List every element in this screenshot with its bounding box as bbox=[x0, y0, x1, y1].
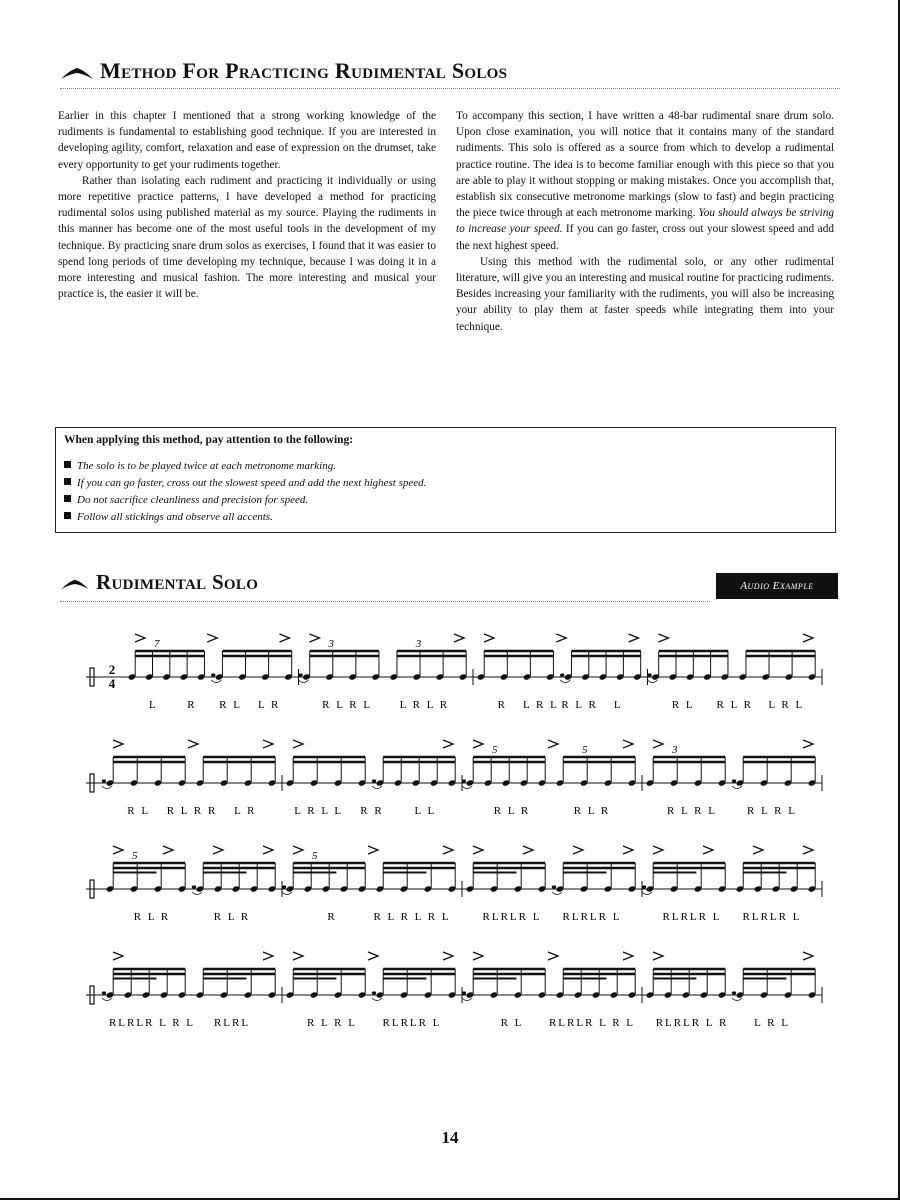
sticking-label: RLRLR L bbox=[562, 911, 622, 923]
grace-note bbox=[372, 991, 376, 994]
sticking-label: RLRLR L bbox=[382, 1017, 442, 1029]
slur bbox=[462, 786, 472, 789]
measure bbox=[462, 952, 642, 1029]
page-title: Method For Practicing Rudimental Solos bbox=[100, 58, 508, 83]
accent-mark bbox=[653, 952, 663, 960]
accent-mark bbox=[523, 846, 533, 854]
accent-mark bbox=[135, 634, 145, 642]
accent-mark bbox=[623, 952, 633, 960]
measure bbox=[647, 634, 822, 711]
sticking-label: R L R L bbox=[307, 1017, 357, 1029]
sticking-label: R L R bbox=[573, 805, 611, 817]
sticking-label: R L R L bbox=[322, 699, 373, 711]
accent-mark bbox=[368, 952, 378, 960]
slur bbox=[192, 892, 202, 895]
accent-mark bbox=[623, 846, 633, 854]
accent-mark bbox=[263, 846, 273, 854]
accent-mark bbox=[454, 634, 464, 642]
solo-title: Rudimental Solo bbox=[96, 570, 259, 594]
slur bbox=[560, 680, 570, 683]
accent-mark bbox=[803, 740, 813, 748]
tuplet-number: 5 bbox=[312, 850, 318, 862]
tuplet-number: 3 bbox=[328, 638, 334, 650]
slur bbox=[282, 892, 292, 895]
grace-note bbox=[732, 991, 736, 994]
measure bbox=[646, 740, 822, 817]
square-bullet-icon bbox=[64, 461, 71, 468]
accent-mark bbox=[548, 740, 558, 748]
sticking-label: R L R bbox=[716, 699, 753, 711]
notation-system bbox=[86, 634, 822, 711]
list-item-text: Follow all stickings and observe all accents. bbox=[77, 511, 273, 523]
list-item bbox=[64, 509, 827, 526]
sticking-label: R L R bbox=[493, 805, 531, 817]
sticking-label: L L bbox=[414, 805, 437, 817]
list-item bbox=[64, 475, 827, 492]
sticking-label: L bbox=[148, 699, 158, 711]
sticking-label: R L R L R L bbox=[373, 911, 451, 923]
accent-mark bbox=[473, 952, 483, 960]
sticking-label: L bbox=[613, 699, 623, 711]
sticking-label: L R bbox=[234, 805, 257, 817]
slur bbox=[372, 998, 382, 1001]
accent-mark bbox=[293, 952, 303, 960]
slur bbox=[102, 998, 112, 1001]
title-divider bbox=[60, 601, 710, 602]
list-item-text: If you can go faster, cross out the slowest speed and add the next highest speed. bbox=[77, 477, 427, 489]
time-signature-bottom: 4 bbox=[108, 676, 116, 691]
measure bbox=[128, 634, 299, 711]
slur bbox=[211, 680, 221, 683]
accent-mark bbox=[548, 952, 558, 960]
sticking-label: R L R L bbox=[667, 805, 717, 817]
sticking-label: R L R R bbox=[166, 805, 218, 817]
sticking-label: L R L bbox=[754, 1017, 790, 1029]
measure bbox=[106, 846, 282, 923]
emphasis-text: You should always be striving to increase your speed. bbox=[456, 207, 834, 236]
accent-mark bbox=[207, 634, 217, 642]
accent-mark bbox=[703, 846, 713, 854]
sticking-label: R L R bbox=[561, 699, 598, 711]
slur bbox=[372, 786, 382, 789]
accent-mark bbox=[263, 952, 273, 960]
accent-mark bbox=[659, 634, 669, 642]
accent-mark bbox=[803, 952, 813, 960]
measure bbox=[646, 952, 822, 1029]
accent-mark bbox=[113, 846, 123, 854]
list-item bbox=[64, 492, 827, 509]
sticking-label: R L R bbox=[213, 911, 251, 923]
accent-mark bbox=[623, 740, 633, 748]
grace-note bbox=[462, 779, 466, 782]
accent-mark bbox=[188, 740, 198, 748]
sticking-label: R L R L bbox=[747, 805, 797, 817]
notation-system bbox=[86, 740, 822, 817]
slur bbox=[642, 892, 652, 895]
sticking-label: R L bbox=[219, 699, 242, 711]
sticking-label: RLRLR L bbox=[742, 911, 802, 923]
grace-note bbox=[647, 673, 651, 676]
list-item bbox=[64, 458, 827, 475]
accent-mark bbox=[113, 740, 123, 748]
measure bbox=[286, 740, 462, 817]
sticking-label: R bbox=[187, 699, 197, 711]
sticking-label: L R L bbox=[768, 699, 805, 711]
accent-mark bbox=[803, 634, 813, 642]
accent-mark bbox=[293, 740, 303, 748]
chevron-up-icon bbox=[60, 66, 94, 80]
accent-mark bbox=[163, 846, 173, 854]
callout-heading: When applying this method, pay attention to the following: bbox=[64, 434, 354, 446]
accent-mark bbox=[263, 740, 273, 748]
sticking-label: L R bbox=[257, 699, 281, 711]
measure bbox=[286, 952, 462, 1029]
list-item-text: The solo is to be played twice at each metronome marking. bbox=[77, 460, 336, 472]
paragraph-text: If you can go faster, cross out your slowest speed and add the next highest speed. bbox=[456, 223, 834, 252]
sticking-label: R R bbox=[360, 805, 384, 817]
sticking-label: L R L bbox=[523, 699, 559, 711]
grace-note bbox=[282, 885, 286, 888]
measure bbox=[298, 634, 473, 711]
tuplet-number: 3 bbox=[672, 744, 678, 756]
slur bbox=[648, 680, 658, 683]
measure bbox=[462, 740, 642, 817]
accent-mark bbox=[368, 846, 378, 854]
time-signature-top: 2 bbox=[108, 662, 116, 677]
section-heading-solo bbox=[60, 570, 258, 595]
measure bbox=[282, 846, 462, 923]
paragraph: Rather than isolating each rudiment and practicing it individually or using more repetitive practice patterns, I have developed a method for practicing rudimental solos using published material as my source. Playing the rudiments in this manner has become one of the most useful tools in the development of my technique. By practicing snare drum solos as exercises, I found that it was easier to spend long periods of time developing my technique, because I was doing it in a more interesting and musical fashion. The more interesting and musical your practice is, the easier it will be. bbox=[58, 174, 436, 301]
sticking-label: RLRLR L bbox=[662, 911, 722, 923]
body-column-right bbox=[456, 108, 834, 335]
paragraph: Earlier in this chapter I mentioned that a strong working knowledge of the rudiments is fundamental to establishing good technique. If you are interested in developing agility, comfort, relaxation and ease of expression on the drumset, take every opportunity to get your rudiments together. bbox=[58, 110, 436, 171]
page-number: 14 bbox=[441, 1128, 459, 1147]
grace-note bbox=[560, 673, 564, 676]
drum-notation-score bbox=[0, 620, 900, 1060]
measure bbox=[642, 846, 822, 923]
paragraph-text: To accompany this section, I have written a 48-bar rudimental snare drum solo. Upon close examination, you will notice that it contains many of the standard rudiments. This solo is offered as a source from which to develop a rudimental practice routine. The idea is to become familiar enough with this piece so that you are able to play it without stopping or making mistakes. Once you accomplish that, establish six consecutive metronome markings (slow to fast) and begin practicing the piece twice through at each metronome marking. bbox=[456, 110, 834, 220]
accent-mark bbox=[473, 740, 483, 748]
slur bbox=[462, 998, 472, 1001]
notation-system bbox=[86, 846, 822, 923]
square-bullet-icon bbox=[64, 478, 71, 485]
grace-note bbox=[298, 673, 302, 676]
accent-mark bbox=[484, 634, 494, 642]
measure bbox=[466, 846, 642, 923]
sticking-label: R L bbox=[671, 699, 695, 711]
sticking-label: L R L L bbox=[294, 805, 344, 817]
grace-note bbox=[552, 885, 556, 888]
sticking-label: RLRL bbox=[213, 1017, 251, 1029]
accent-mark bbox=[653, 740, 663, 748]
sticking-label: R bbox=[327, 911, 337, 923]
accent-mark bbox=[629, 634, 639, 642]
slur bbox=[552, 892, 562, 895]
grace-note bbox=[211, 673, 215, 676]
grace-note bbox=[732, 779, 736, 782]
tuplet-number: 5 bbox=[492, 744, 498, 756]
accent-mark bbox=[310, 634, 320, 642]
square-bullet-icon bbox=[64, 495, 71, 502]
accent-mark bbox=[113, 952, 123, 960]
sticking-label: R L bbox=[127, 805, 151, 817]
sticking-label: L R L R bbox=[399, 699, 450, 711]
sticking-label: RLRLR L R bbox=[655, 1017, 729, 1029]
notation-system bbox=[86, 952, 822, 1029]
audio-example-badge[interactable]: Audio Example bbox=[716, 573, 838, 599]
grace-note bbox=[192, 885, 196, 888]
sticking-label: RLRLR L bbox=[482, 911, 542, 923]
tuplet-number: 7 bbox=[154, 638, 160, 650]
body-column-left bbox=[58, 108, 436, 302]
measure bbox=[102, 952, 282, 1029]
paragraph bbox=[456, 108, 834, 254]
list-item-text: Do not sacrifice cleanliness and precision for speed. bbox=[77, 494, 309, 506]
grace-note bbox=[102, 991, 106, 994]
tips-callout-box bbox=[55, 427, 836, 533]
accent-mark bbox=[473, 846, 483, 854]
callout-list bbox=[64, 458, 827, 526]
measure bbox=[477, 634, 648, 711]
accent-mark bbox=[443, 740, 453, 748]
slur bbox=[102, 786, 112, 789]
sticking-label: R L R bbox=[133, 911, 171, 923]
grace-note bbox=[642, 885, 646, 888]
accent-mark bbox=[443, 846, 453, 854]
slur bbox=[299, 680, 309, 683]
grace-note bbox=[462, 991, 466, 994]
accent-mark bbox=[803, 846, 813, 854]
accent-mark bbox=[293, 846, 303, 854]
sticking-label: R bbox=[497, 699, 507, 711]
accent-mark bbox=[280, 634, 290, 642]
measure bbox=[102, 740, 282, 817]
title-divider bbox=[60, 88, 840, 89]
tuplet-number: 3 bbox=[415, 638, 422, 650]
section-heading-method bbox=[60, 58, 507, 84]
paragraph: Using this method with the rudimental solo, or any other rudimental literature, will give you an interesting and musical routine for practicing rudiments. Besides increasing your familiarity with the rudiments, you will also be increasing your ability to play them at faster speeds while integrating them into your technique. bbox=[456, 255, 834, 333]
tuplet-number: 5 bbox=[132, 850, 138, 862]
accent-mark bbox=[213, 846, 223, 854]
slur bbox=[732, 998, 742, 1001]
accent-mark bbox=[443, 952, 453, 960]
accent-mark bbox=[556, 634, 566, 642]
sticking-label: R L bbox=[500, 1017, 524, 1029]
grace-note bbox=[102, 779, 106, 782]
tuplet-number: 5 bbox=[582, 744, 588, 756]
slur bbox=[732, 786, 742, 789]
chevron-up-icon bbox=[60, 578, 90, 590]
accent-mark bbox=[573, 846, 583, 854]
accent-mark bbox=[653, 846, 663, 854]
accent-mark bbox=[753, 846, 763, 854]
square-bullet-icon bbox=[64, 512, 71, 519]
grace-note bbox=[372, 779, 376, 782]
sticking-label: RLRLR L R L bbox=[548, 1017, 636, 1029]
sticking-label: RLRLR L R L bbox=[108, 1017, 196, 1029]
